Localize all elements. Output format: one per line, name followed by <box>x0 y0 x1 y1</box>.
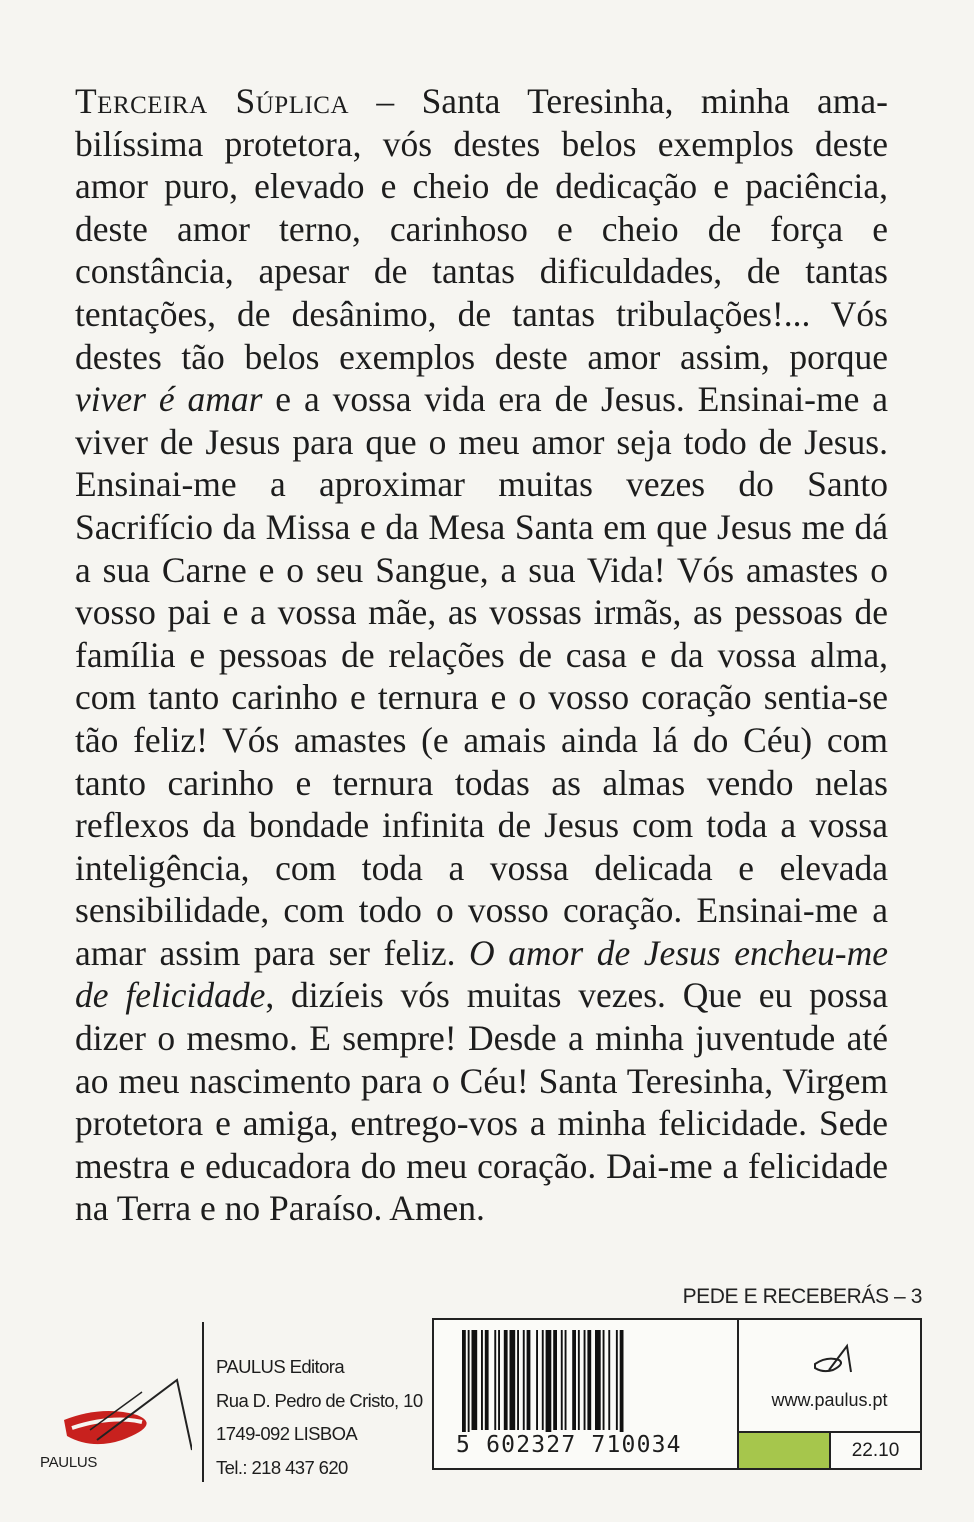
barcode-bar <box>485 1330 489 1430</box>
barcode-bar <box>587 1330 591 1430</box>
barcode-bar <box>510 1330 516 1430</box>
barcode-bar <box>498 1330 500 1430</box>
barcode-bar <box>553 1330 557 1430</box>
prayer-part-2: e a vossa vida era de Jesus. Ensinai-me a viver de Jesus para que o meu amor seja todo de Jesus. Ensinai-me a aproximar muitas vezes do Santo Sacrifício da Missa e da Mesa Santa em que Jesus me dá a sua Carne e o seu Sangue, a sua Vida! Vós amastes o vosso pai e a vossa mãe, as vossas irmãs, as pessoas de família e pessoas de relações de casa e da vossa alma, com tanto carinho e ternura e o vosso coração sentia-se tão feliz! Vós amastes (e amais ainda lá do Céu) com tanto carinho e ternura todas as almas vendo nelas reflexos da bondade infinita de Jesus com toda a vossa inteligência, com toda a vossa delicada e elevada sensibilidade, com todo o vosso coração. Ensinai-me a amar assim para ser feliz. <box>75 379 888 973</box>
heading-dash: – <box>349 81 422 121</box>
barcode-bar <box>561 1330 563 1430</box>
barcode-bars <box>460 1330 715 1448</box>
barcode-bar <box>584 1330 586 1430</box>
series-label: PEDE E RECEBERÁS – 3 <box>682 1285 922 1308</box>
website-link[interactable]: www.paulus.pt <box>771 1390 888 1410</box>
barcode-bar <box>468 1330 470 1448</box>
barcode-bar <box>527 1330 531 1430</box>
barcode-bar <box>608 1330 610 1430</box>
barcode-digits: 5 602327 710034 <box>456 1432 682 1458</box>
barcode-bar <box>578 1330 580 1430</box>
barcode-bar <box>462 1330 466 1448</box>
barcode-bar <box>572 1330 576 1430</box>
paulus-small-logo-icon <box>813 1342 853 1376</box>
barcode-bar <box>542 1330 544 1430</box>
prayer-italic-2: O amor de Jesus encheu-me de felicidade <box>75 932 888 1016</box>
divider-line <box>202 1322 204 1482</box>
publisher-name: PAULUS Editora <box>216 1356 345 1377</box>
barcode-bar <box>472 1330 478 1430</box>
publisher-street: Rua D. Pedro de Cristo, 10 <box>216 1389 423 1411</box>
paulus-logo-icon <box>42 1370 192 1452</box>
prayer-part-3: , dizíeis vós muitas vezes. Que eu possa dizer o mesmo. E sempre! Desde a minha juventude até ao meu nascimento para o Céu! Santa Teresinha, Virgem protetora e amiga, entrego-vos a minha felicidade. Sede mestra e educadora do meu coração. Dai-me a felicidade na Terra e no Paraíso. Amen. <box>75 975 888 1229</box>
price-tag-color <box>739 1433 831 1468</box>
barcode-area <box>434 1320 739 1468</box>
prayer-text <box>75 80 888 1230</box>
publisher-phone: Tel.: 218 437 620 <box>216 1456 348 1478</box>
barcode-bar <box>603 1330 605 1430</box>
publisher-logo <box>30 1370 195 1480</box>
barcode-bar <box>595 1330 601 1430</box>
prayer-part-1: Santa Teresinha, minha amabilíssima protetora, vós destes belos exemplos deste amor puro, elevado e cheio de dedicação e paciência, deste amor terno, carinhoso e cheio de força e constância, apesar de tantas dificuldades, de tantas tentações, de desânimo, de tantas tribulações!... Vós destes tão belos exemplos deste amor assim, porque <box>75 81 888 377</box>
barcode-bar <box>494 1330 496 1430</box>
barcode-bar <box>620 1330 624 1448</box>
price-label: 22.10 <box>851 1440 900 1461</box>
barcode-bar <box>565 1330 567 1430</box>
barcode-bar <box>517 1330 519 1430</box>
prayer-heading: Terceira Súplica <box>75 81 350 121</box>
publisher-postcode: 1749-092 LISBOA <box>216 1423 358 1444</box>
barcode-bar <box>546 1330 552 1448</box>
barcode-bar <box>523 1330 525 1430</box>
prayer-italic-1: viver é amar <box>75 379 263 420</box>
publisher-address <box>216 1350 423 1484</box>
barcode-bar <box>616 1330 618 1430</box>
website-cell <box>739 1320 920 1433</box>
logo-label: PAULUS <box>40 1454 98 1471</box>
barcode-bar <box>536 1330 538 1430</box>
barcode-box <box>432 1318 922 1470</box>
barcode-bar <box>504 1330 508 1430</box>
barcode-bar <box>481 1330 483 1430</box>
